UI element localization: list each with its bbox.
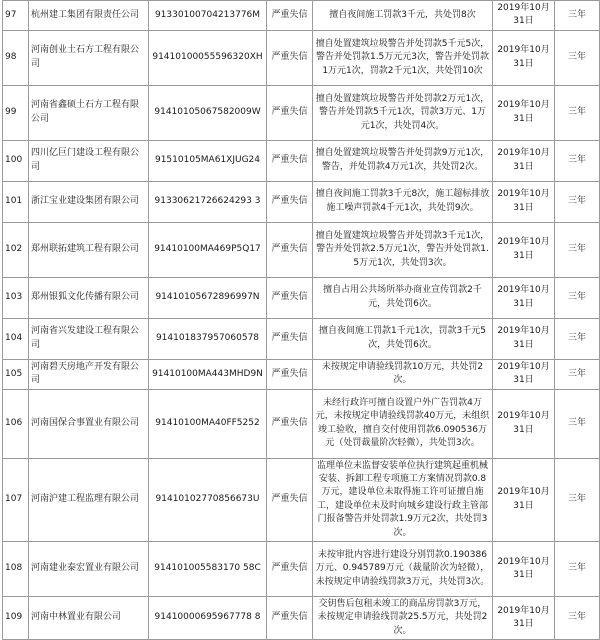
row-number: 106: [3, 389, 29, 458]
record-type: 严重失信: [267, 1, 313, 31]
credit-code: 91410102770856673U: [149, 458, 267, 541]
row-number: 104: [3, 318, 29, 359]
penalty-description: 监理单位未监督安装单位执行建筑起重机械安装、拆卸工程专项施工方案情况罚款0.8万元，建设单位未取得施工许可证擅自施工，建设单位未及时向城乡建设行政主管部门报备警告并处罚款1.9万元2次，共处罚3次。: [313, 458, 493, 541]
record-date: 2019年10月31日: [493, 85, 555, 140]
record-date: 2019年10月31日: [493, 542, 555, 597]
table-row: [3, 222, 600, 277]
credit-code: 91410105067582009W: [149, 85, 267, 140]
penalty-description: 擅自夜间施工罚款3千元，共处罚8次: [313, 1, 493, 31]
row-number: 99: [3, 85, 29, 140]
penalty-description: 擅自占用公共场所举办商业宣传罚款2千元，共处罚6次。: [313, 277, 493, 318]
company-name: 河南省兴发建设工程有限公司: [29, 318, 149, 359]
company-name: 四川亿巨门建设工程有限公司: [29, 140, 149, 181]
company-name: 河南国保合事置业有限公司: [29, 389, 149, 458]
company-name: 河南创业土石方工程有限公司: [29, 30, 149, 85]
record-term: 三年: [555, 389, 600, 458]
record-term: 三年: [555, 222, 600, 277]
row-number: 108: [3, 542, 29, 597]
record-term: 三年: [555, 140, 600, 181]
row-number: 109: [3, 597, 29, 640]
record-type: 严重失信: [267, 30, 313, 85]
record-type: 严重失信: [267, 458, 313, 541]
record-date: 2019年10月31日: [493, 597, 555, 640]
table-row: [3, 140, 600, 181]
row-number: 98: [3, 30, 29, 85]
record-term: 三年: [555, 181, 600, 222]
record-type: 严重失信: [267, 181, 313, 222]
record-type: 严重失信: [267, 222, 313, 277]
row-number: 103: [3, 277, 29, 318]
record-type: 严重失信: [267, 318, 313, 359]
row-number: 105: [3, 359, 29, 389]
record-date: 2019年10月31日: [493, 277, 555, 318]
table-row: [3, 542, 600, 597]
row-number: 101: [3, 181, 29, 222]
penalty-description: 未按审批内容进行建设分别罚款0.190386万元、0.945789万元（裁量阶次为轻微），未按规定申请验线罚款3万元，共处罚3次。: [313, 542, 493, 597]
credit-code: 91330621726624293 3: [149, 181, 267, 222]
record-term: 三年: [555, 542, 600, 597]
record-date: 2019年10月31日: [493, 30, 555, 85]
penalty-description: 擅自夜间施工罚款3千元8次，施工超标排放施工噪声罚款4千元1次，共处罚9次。: [313, 181, 493, 222]
penalty-description: 交钥售后包租未竣工的商品房罚款3万元，未按规定申请验线罚款25.5万元，共处罚2次。: [313, 597, 493, 640]
table-row: [3, 277, 600, 318]
credit-code: 91410100MA443MHD9N: [149, 359, 267, 389]
record-type: 严重失信: [267, 85, 313, 140]
penalty-description: 擅自夜间施工罚款1千元1次，罚款3千元5次，共处罚6次。: [313, 318, 493, 359]
record-term: 三年: [555, 458, 600, 541]
table-row: [3, 1, 600, 31]
record-term: 三年: [555, 597, 600, 640]
company-name: 河南省鑫硕土石方工程有限公司: [29, 85, 149, 140]
penalty-description: 未按规定申请验线罚款10万元，共处罚2次。: [313, 359, 493, 389]
credit-code: 91410100MA40FF5252: [149, 389, 267, 458]
table-body: [3, 1, 600, 640]
penalty-description: 擅自处置建筑垃圾警告并处罚款2万元1次，警告并处罚款5千元1次，罚款3万元、1万元1次，共处罚4次。: [313, 85, 493, 140]
record-term: 三年: [555, 318, 600, 359]
table-row: [3, 458, 600, 541]
record-date: 2019年10月31日: [493, 389, 555, 458]
record-date: 2019年10月31日: [493, 1, 555, 31]
company-name: 河南中林置业有限公司: [29, 597, 149, 640]
credit-code: 91410100MA469P5Q17: [149, 222, 267, 277]
record-type: 严重失信: [267, 277, 313, 318]
table-row: [3, 359, 600, 389]
credit-code: 91410100055596320XH: [149, 30, 267, 85]
record-date: 2019年10月31日: [493, 318, 555, 359]
penalty-description: 擅自处置建筑垃圾警告并处罚款5千元5次，警告并处罚款1.5万元元3次，警告并处罚款1万元1次，罚款2千元1次，共处罚10次: [313, 30, 493, 85]
credit-record-table: [2, 0, 600, 640]
record-term: 三年: [555, 30, 600, 85]
company-name: 河南建业泰宏置业有限公司: [29, 542, 149, 597]
record-type: 严重失信: [267, 597, 313, 640]
record-date: 2019年10月31日: [493, 359, 555, 389]
record-type: 严重失信: [267, 359, 313, 389]
row-number: 100: [3, 140, 29, 181]
credit-code: 91330100704213776M: [149, 1, 267, 31]
table-row: [3, 389, 600, 458]
table-row: [3, 85, 600, 140]
credit-code: 91410105672896997N: [149, 277, 267, 318]
record-term: 三年: [555, 277, 600, 318]
record-term: 三年: [555, 359, 600, 389]
company-name: 郑州联拓建筑工程有限公司: [29, 222, 149, 277]
credit-code: 91510105MA61XJUG24: [149, 140, 267, 181]
record-type: 严重失信: [267, 140, 313, 181]
row-number: 97: [3, 1, 29, 31]
table-row: [3, 30, 600, 85]
record-term: 三年: [555, 1, 600, 31]
row-number: 102: [3, 222, 29, 277]
credit-code: 914101005583170 58C: [149, 542, 267, 597]
row-number: 107: [3, 458, 29, 541]
record-date: 2019年10月31日: [493, 458, 555, 541]
table-row: [3, 181, 600, 222]
company-name: 河南沪建工程监理有限公司: [29, 458, 149, 541]
company-name: 浙江宝业建设集团有限公司: [29, 181, 149, 222]
credit-code: 914101837957060578: [149, 318, 267, 359]
company-name: 杭州建工集团有限责任公司: [29, 1, 149, 31]
penalty-description: 擅自处置建筑垃圾警告并处罚款3千元1次，警告并处罚款2.5万元1次，警告并处罚款1.5万元1次，共处罚3次。: [313, 222, 493, 277]
credit-code: 91410000695967778 8: [149, 597, 267, 640]
record-term: 三年: [555, 85, 600, 140]
record-date: 2019年10月31日: [493, 181, 555, 222]
penalty-description: 未经行政许可擅自设置户外广告罚款4万元，未按规定申请验线罚款40万元，未组织竣工验收，擅自交付使用罚款6.090536万元（处罚裁量阶次轻微），共处罚3次。: [313, 389, 493, 458]
penalty-description: 擅自处置建筑垃圾警告并处罚款9万元1次，警告，并处罚款4万元1次，共处罚2次。: [313, 140, 493, 181]
table-row: [3, 597, 600, 640]
table-row: [3, 318, 600, 359]
company-name: 郑州银狐文化传播有限公司: [29, 277, 149, 318]
record-type: 严重失信: [267, 389, 313, 458]
record-date: 2019年10月31日: [493, 222, 555, 277]
record-type: 严重失信: [267, 542, 313, 597]
record-date: 2019年10月31日: [493, 140, 555, 181]
company-name: 河南碧天房地产开发有限公司: [29, 359, 149, 389]
